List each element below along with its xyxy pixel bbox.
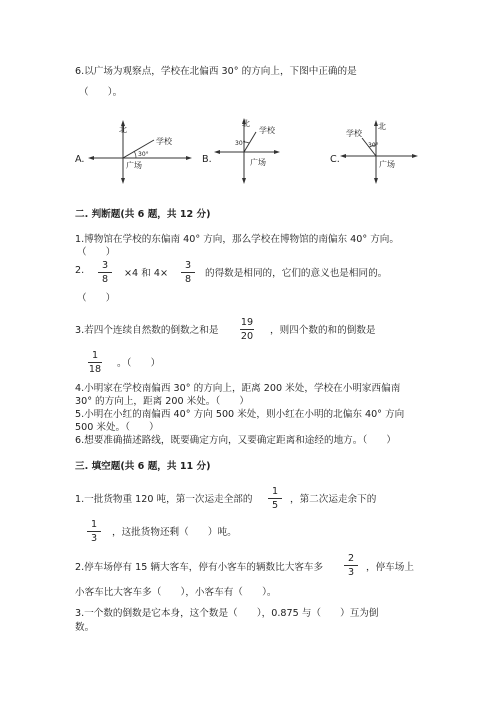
s2-q2-mid: ×4 和 4× <box>124 268 168 279</box>
angle-label: 30° <box>235 140 246 147</box>
square-label: 广场 <box>379 160 395 169</box>
s3-q1-after: ，第二次运走余下的 <box>290 494 377 505</box>
school-label: 学校 <box>156 137 172 146</box>
s3-q1-tail: ，这批货物还剩（ ）吨。 <box>112 527 237 538</box>
s3-q2-line2: 小客车比大客车多（ ），小客车有（ ）。 <box>75 587 277 598</box>
s2-q3-fraction-2 <box>88 350 102 375</box>
denominator: 18 <box>88 364 102 375</box>
option-c-compass-diagram <box>340 116 440 186</box>
numerator: 1 <box>90 519 98 530</box>
s3-q2-text: 2.停车场停有 15 辆大客车，停有小客车的辆数比大客车多 <box>75 562 324 573</box>
s3-q3-line2: 数。 <box>75 622 95 633</box>
school-label: 学校 <box>346 129 362 138</box>
section-2-title: 二. 判断题(共 6 题，共 12 分) <box>75 209 211 220</box>
numerator: 3 <box>184 260 192 271</box>
s2-q1-paren: （ ） <box>77 247 116 258</box>
q6-answer-paren: （ ）。 <box>79 87 123 98</box>
s2-q4-line2: 30° 的方向上，距离 200 米处。（ ） <box>75 396 249 407</box>
denominator: 20 <box>240 331 254 342</box>
s2-q2-prefix: 2. <box>75 265 85 276</box>
s2-q3-fraction <box>240 317 254 342</box>
s2-q6-text: 6.想要准确描述路线，既要确定方向，又要确定距离和途经的地方。（ ） <box>75 435 396 446</box>
s2-q5-line1: 5.小明在小红的南偏西 40° 方向 500 米处，则小红在小明的北偏东 40° 方向 <box>75 409 405 420</box>
north-label: 北 <box>378 122 386 131</box>
option-b-compass-diagram <box>212 116 302 186</box>
numerator: 2 <box>347 553 355 564</box>
denominator: 8 <box>184 274 192 285</box>
option-letter: B. <box>202 154 212 165</box>
s2-q5-line2: 500 米处。（ ） <box>75 422 159 433</box>
s2-q2-fraction-2 <box>181 260 195 285</box>
north-label: 北 <box>119 125 127 134</box>
numerator: 1 <box>91 350 99 361</box>
denominator: 3 <box>90 533 98 544</box>
s2-q2-paren: （ ） <box>77 293 116 304</box>
option-letter: C. <box>330 154 340 165</box>
denominator: 5 <box>271 500 279 511</box>
s2-q3-paren: 。（ ） <box>117 358 161 369</box>
s2-q2-suffix: 的得数是相同的，它们的意义也是相同的。 <box>205 268 388 279</box>
s2-q3-text: 3.若四个连续自然数的倒数之和是 <box>75 325 219 336</box>
square-label: 广场 <box>250 158 266 167</box>
denominator: 8 <box>101 274 109 285</box>
denominator: 3 <box>347 567 355 578</box>
option-letter: A. <box>75 154 85 165</box>
s3-q2-after: ，停车场上 <box>366 562 414 573</box>
numerator: 19 <box>240 317 254 328</box>
north-label: 北 <box>242 119 250 128</box>
s3-q1-fraction <box>268 486 282 511</box>
s2-q1-text: 1.博物馆在学校的东偏南 40° 方向，那么学校在博物馆的南偏东 40° 方向。 <box>75 234 399 245</box>
section-3-title: 三. 填空题(共 6 题，共 11 分) <box>75 461 211 472</box>
q6-stem: 6.以广场为观察点，学校在北偏西 30° 的方向上，下图中正确的是 <box>75 66 357 77</box>
s2-q4-line1: 4.小明家在学校南偏西 30° 的方向上，距离 200 米处，学校在小明家西偏南 <box>75 383 401 394</box>
school-label: 学校 <box>259 126 275 135</box>
angle-label: 30° <box>138 151 149 158</box>
square-label: 广场 <box>126 161 142 170</box>
numerator: 1 <box>271 486 279 497</box>
angle-label: 30° <box>368 142 379 149</box>
s3-q1-fraction-2 <box>87 519 101 544</box>
s3-q3-line1: 3.一个数的倒数是它本身，这个数是（ ），0.875 与（ ）互为倒 <box>75 608 379 619</box>
s2-q2-fraction-1 <box>98 260 112 285</box>
s3-q1-text: 1.一批货物重 120 吨，第一次运走全部的 <box>75 494 253 505</box>
numerator: 3 <box>101 260 109 271</box>
s2-q3-after: ，则四个数的和的倒数是 <box>270 325 376 336</box>
s3-q2-fraction <box>344 553 358 578</box>
